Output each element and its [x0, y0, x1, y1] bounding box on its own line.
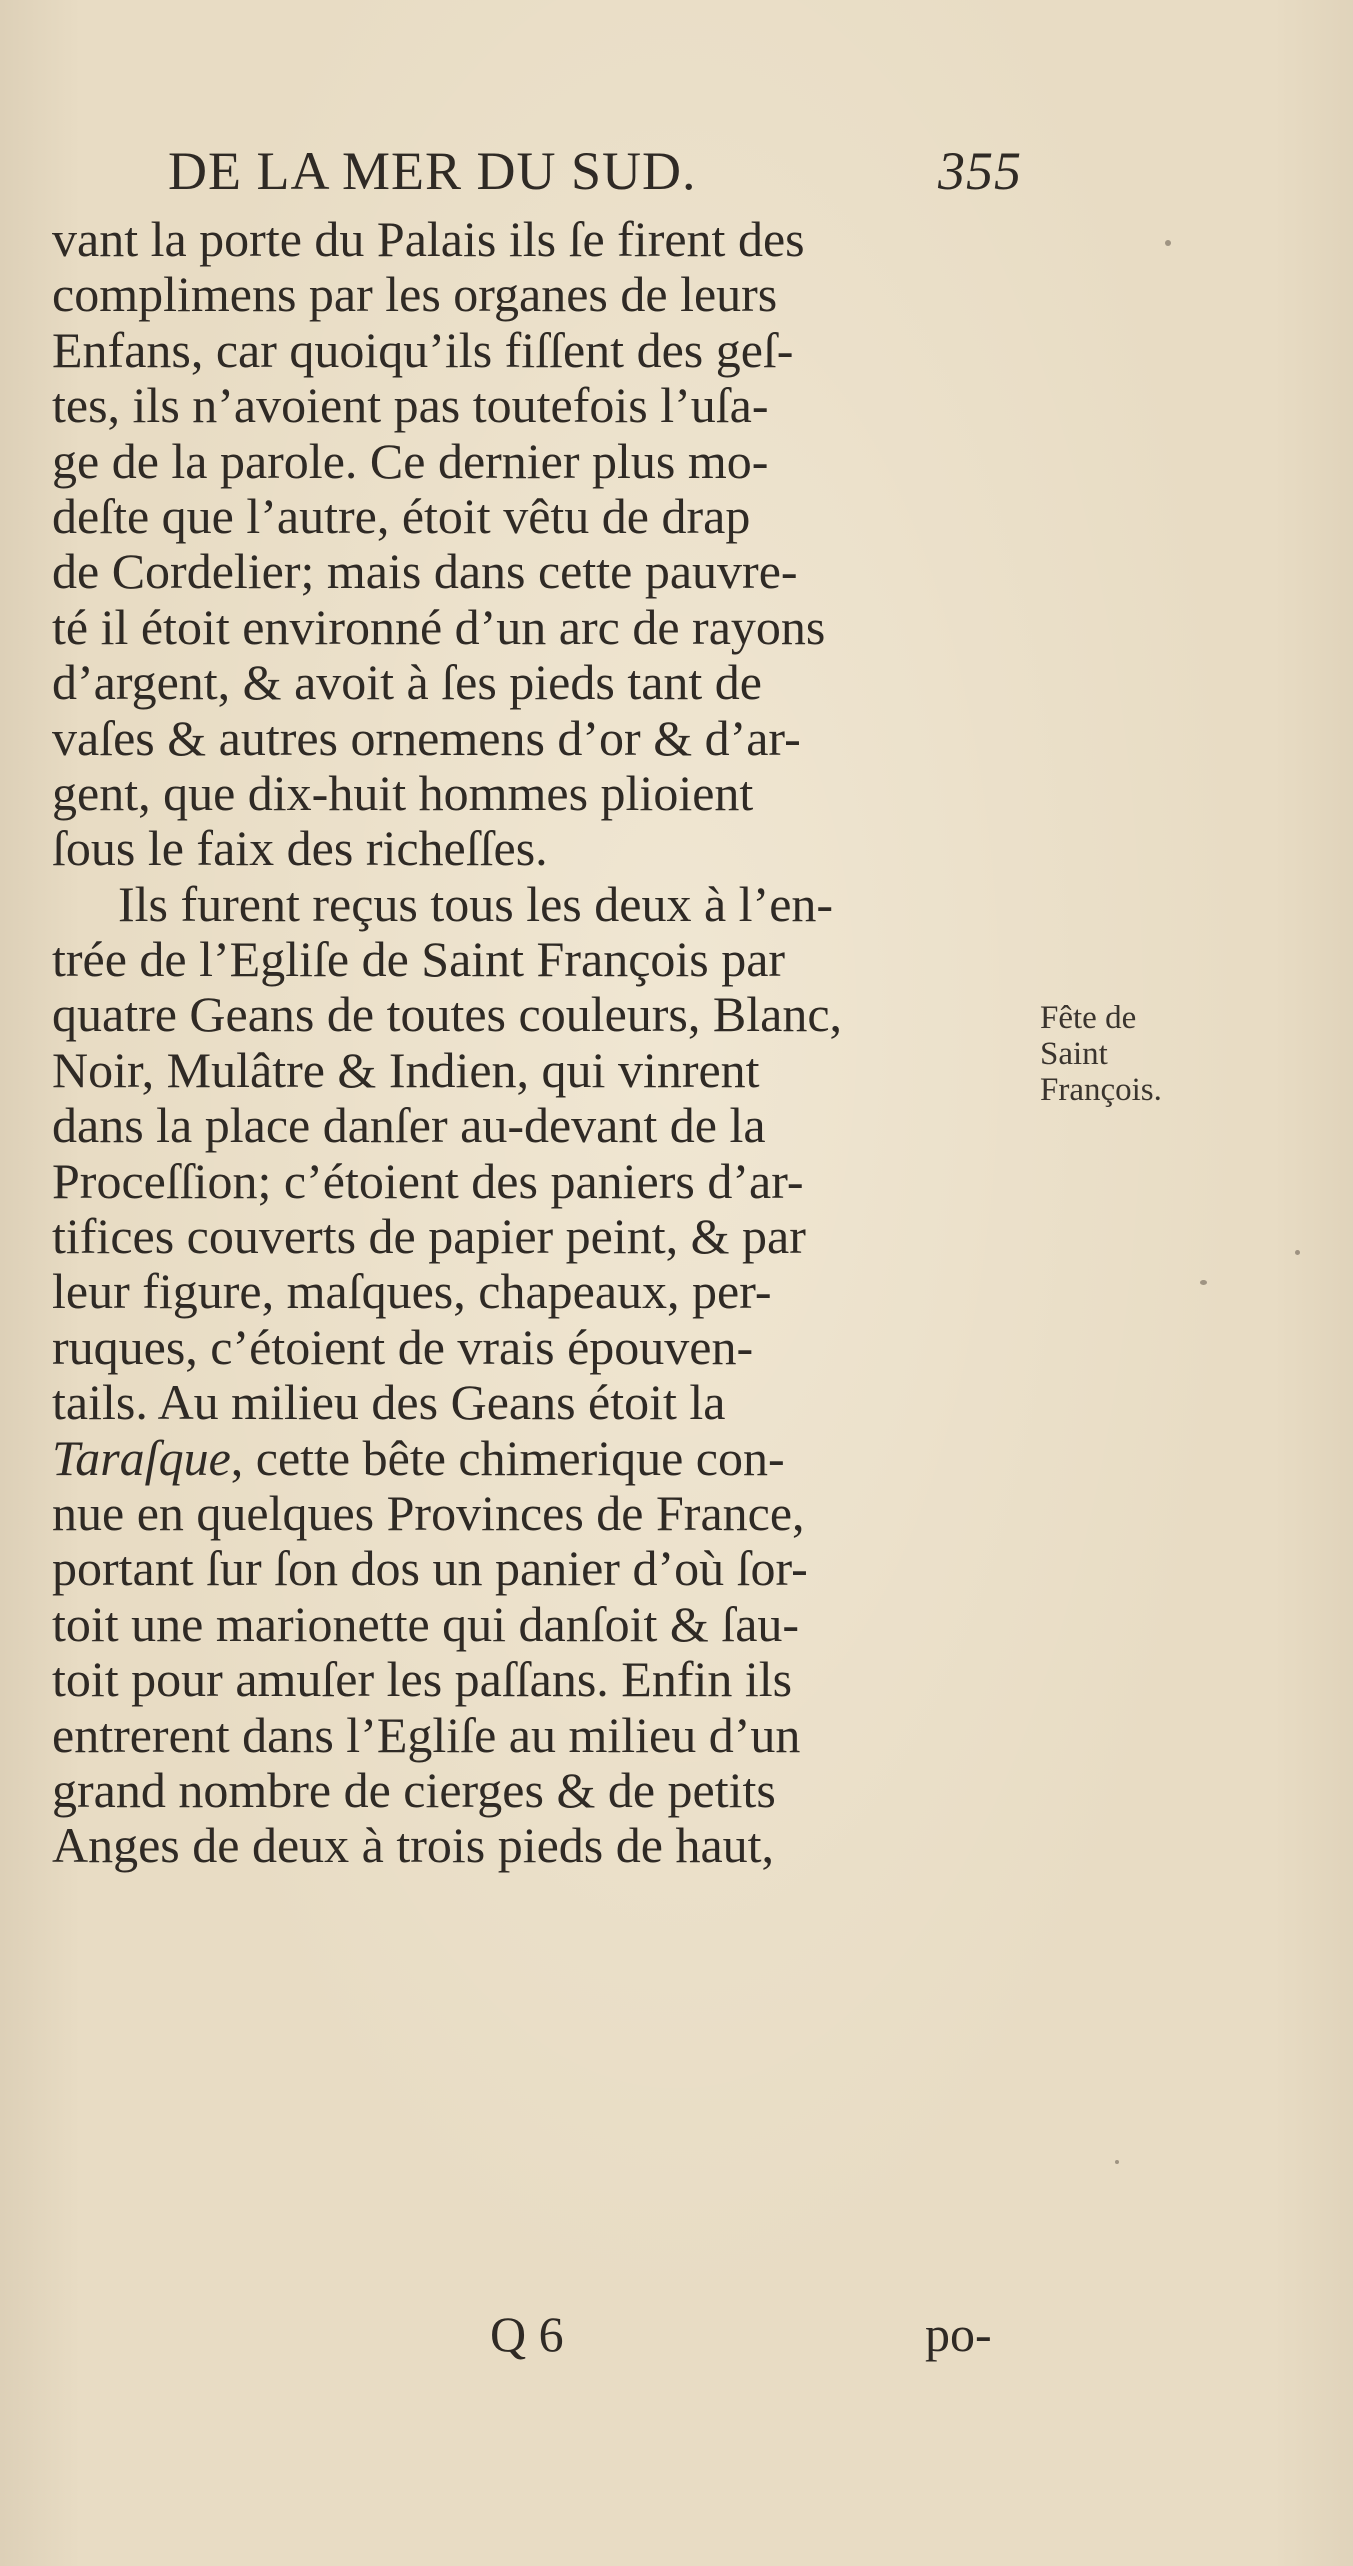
text-line	[52, 987, 1042, 1042]
page-header	[168, 140, 1068, 210]
line-text: de Cordelier; mais dans cette pauvre-	[52, 543, 798, 600]
text-line	[52, 544, 1042, 599]
line-text: toit une marionette qui danſoit & ſau-	[52, 1595, 800, 1652]
line-text: , cette bête chimerique con-	[230, 1429, 785, 1486]
line-text: nue en quelques Provinces de France,	[52, 1484, 805, 1541]
line-text: Proceſſion; c’étoient des paniers d’ar-	[52, 1152, 804, 1209]
margin-note-line: Saint	[1040, 1036, 1108, 1072]
line-text: complimens par les organes de leurs	[52, 266, 778, 323]
line-text: té il étoit environné d’un arc de rayons	[52, 598, 826, 655]
line-text: ruques, c’étoient de vrais épouven-	[52, 1318, 754, 1375]
paper-speck	[1295, 1250, 1300, 1255]
text-line	[52, 1375, 1042, 1430]
text-line	[52, 1708, 1042, 1763]
line-text: dans la place danſer au-devant de la	[52, 1097, 766, 1154]
italic-word: Taraſque	[52, 1429, 231, 1486]
text-line	[52, 1320, 1042, 1375]
text-line	[52, 711, 1042, 766]
running-title: DE LA MER DU SUD.	[168, 141, 697, 201]
line-text: vaſes & autres ornemens d’or & d’ar-	[52, 709, 801, 766]
margin-note	[1040, 1000, 1240, 1108]
text-line	[52, 1154, 1042, 1209]
line-text: Ils furent reçus tous les deux à l’en-	[118, 875, 834, 932]
text-line	[52, 1541, 1042, 1596]
text-line	[52, 1763, 1042, 1818]
line-text: deſte que l’autre, étoit vêtu de drap	[52, 487, 751, 544]
line-text: Enfans, car quoiqu’ils fiſſent des geſ-	[52, 321, 794, 378]
text-line	[52, 1209, 1042, 1264]
text-line	[52, 489, 1042, 544]
line-text: tifices couverts de papier peint, & par	[52, 1208, 806, 1265]
text-line	[52, 1098, 1042, 1153]
line-text: Anges de deux à trois pieds de haut,	[52, 1817, 775, 1874]
text-line	[52, 932, 1042, 987]
text-line	[52, 323, 1042, 378]
paper-speck	[1200, 1280, 1207, 1285]
line-text: trée de l’Egliſe de Saint François par	[52, 931, 786, 988]
text-line	[52, 267, 1042, 322]
signature-mark: Q 6	[490, 2306, 564, 2362]
line-text: tes, ils n’avoient pas toutefois l’uſa-	[52, 377, 769, 434]
line-text: d’argent, & avoit à ſes pieds tant de	[52, 654, 762, 711]
line-text: vant la porte du Palais ils ſe firent des	[52, 211, 805, 267]
line-text: Noir, Mulâtre & Indien, qui vinrent	[52, 1041, 760, 1098]
text-line	[52, 877, 1042, 932]
text-line	[52, 766, 1042, 821]
line-text: ge de la parole. Ce dernier plus mo-	[52, 432, 769, 489]
line-text: leur figure, maſques, chapeaux, per-	[52, 1263, 772, 1320]
line-text: gent, que dix-huit hommes plioient	[52, 764, 754, 821]
line-text: grand nombre de cierges & de petits	[52, 1761, 776, 1818]
text-line	[52, 1818, 1042, 1873]
paper-speck	[1115, 2160, 1119, 2164]
text-line	[52, 1486, 1042, 1541]
text-line	[52, 600, 1042, 655]
catchword: po-	[925, 2306, 992, 2362]
page-number: 355	[938, 141, 1022, 201]
text-line	[52, 212, 1042, 267]
line-text: portant ſur ſon dos un panier d’où ſor-	[52, 1540, 808, 1597]
text-line	[52, 1043, 1042, 1098]
text-line	[52, 378, 1042, 433]
line-text: quatre Geans de toutes couleurs, Blanc,	[52, 986, 843, 1043]
text-line	[52, 434, 1042, 489]
line-text: entrerent dans l’Egliſe au milieu d’un	[52, 1706, 801, 1763]
text-line	[52, 1652, 1042, 1707]
text-line	[52, 1597, 1042, 1652]
text-line	[52, 655, 1042, 710]
line-text: ſous le faix des richeſſes.	[52, 820, 548, 877]
paper-speck	[1165, 240, 1171, 246]
text-line	[52, 1431, 1042, 1486]
line-text: tails. Au milieu des Geans étoit la	[52, 1374, 726, 1431]
line-text: toit pour amuſer les paſſans. Enfin ils	[52, 1651, 793, 1708]
margin-note-line: François.	[1040, 1072, 1162, 1108]
margin-note-line: Fête de	[1040, 1000, 1137, 1036]
text-line	[52, 1264, 1042, 1319]
body-text	[52, 212, 1042, 1874]
text-line	[52, 821, 1042, 876]
